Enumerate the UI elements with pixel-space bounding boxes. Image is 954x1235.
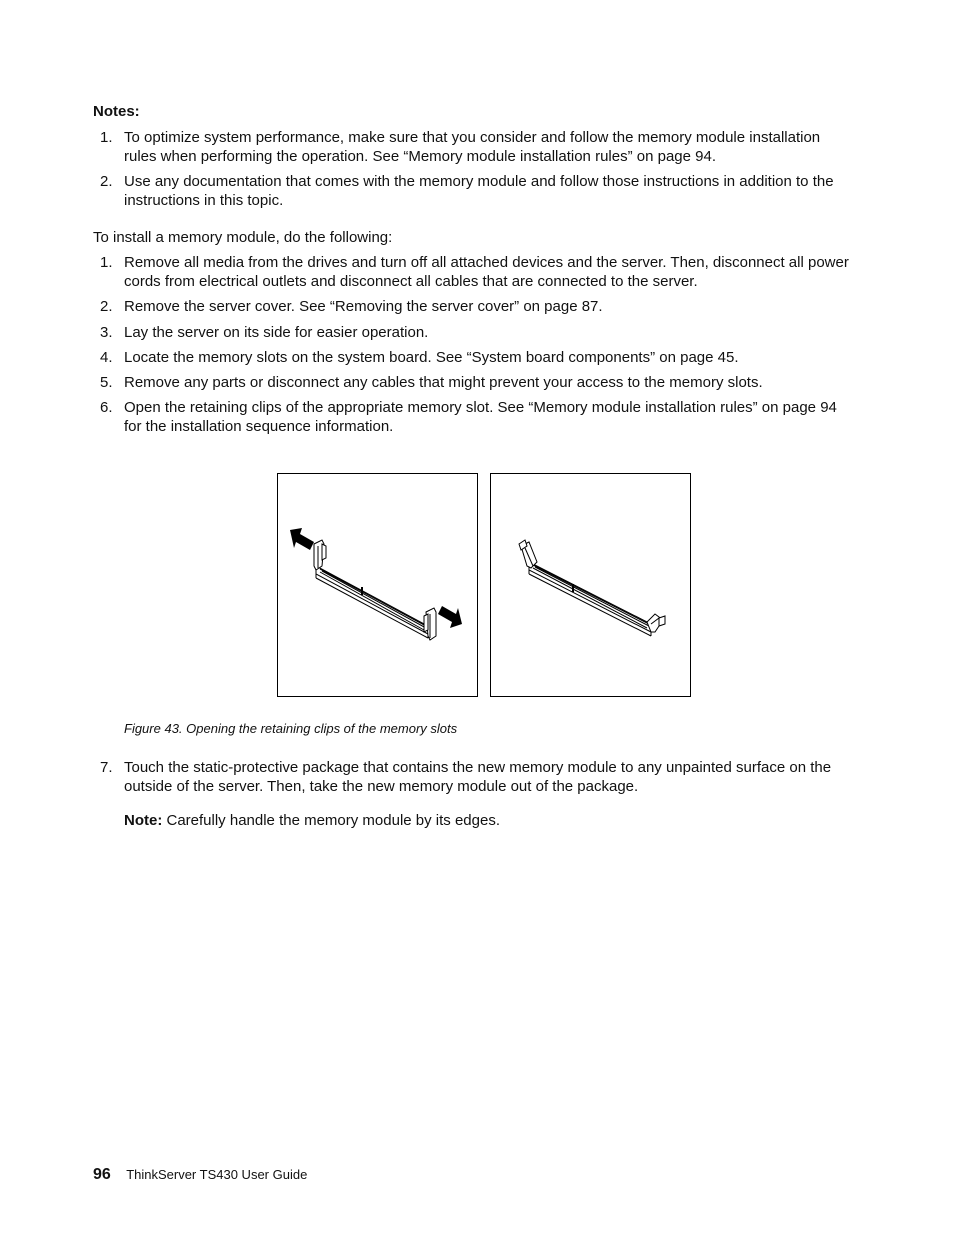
memory-slot-opened-illustration xyxy=(491,474,690,696)
step-text: Locate the memory slots on the system board. See “System board components” on page 45. xyxy=(124,349,739,366)
step-number: 7. xyxy=(100,759,113,776)
memory-slot-arrows-illustration xyxy=(278,474,477,696)
note-text: Carefully handle the memory module by its edges. xyxy=(166,812,501,829)
step-number: 6. xyxy=(100,399,113,416)
step-number: 4. xyxy=(100,349,113,366)
step-number: 3. xyxy=(100,324,113,341)
step-6 xyxy=(100,398,850,436)
document-title: ThinkServer TS430 User Guide xyxy=(126,1167,308,1182)
step-text: Remove the server cover. See “Removing the server cover” on page 87. xyxy=(124,298,603,315)
step-3 xyxy=(100,323,850,342)
note-number: 2. xyxy=(100,173,113,190)
step-text: Open the retaining clips of the appropriate memory slot. See “Memory module installation rules” on page 94 for the installation sequence information. xyxy=(124,399,837,435)
step-4 xyxy=(100,348,850,367)
step-text: Remove any parts or disconnect any cables that might prevent your access to the memory slots. xyxy=(124,374,763,391)
notes-heading: Notes: xyxy=(93,103,140,120)
figure-panel-open-clips xyxy=(277,473,478,697)
step-1 xyxy=(100,253,850,291)
page-footer xyxy=(93,1165,307,1185)
step-text: Lay the server on its side for easier operation. xyxy=(124,324,429,341)
note-item-1 xyxy=(100,128,850,166)
note-number: 1. xyxy=(100,129,113,146)
step-number: 5. xyxy=(100,374,113,391)
step-7-note xyxy=(124,811,500,830)
step-text: Remove all media from the drives and turn off all attached devices and the server. Then, disconnect all power cords from electrical outlets and disconnect all cables that are connected to the server. xyxy=(124,254,849,290)
step-5 xyxy=(100,373,850,392)
step-7 xyxy=(100,758,850,796)
step-2 xyxy=(100,297,850,316)
page-number: 96 xyxy=(93,1166,111,1183)
figure-caption: Figure 43. Opening the retaining clips of the memory slots xyxy=(124,721,458,736)
note-text: Use any documentation that comes with the memory module and follow those instructions in addition to the instructions in this topic. xyxy=(124,173,834,209)
step-text: Touch the static-protective package that contains the new memory module to any unpainted surface on the outside of the server. Then, take the new memory module out of the package. xyxy=(124,759,832,795)
note-label: Note: xyxy=(124,812,163,829)
figure-panel-clips-opened xyxy=(490,473,691,697)
note-item-2 xyxy=(100,172,850,210)
step-number: 1. xyxy=(100,254,113,271)
step-number: 2. xyxy=(100,298,113,315)
note-text: To optimize system performance, make sure that you consider and follow the memory module installation rules when performing the operation. See “Memory module installation rules” on page 94. xyxy=(124,129,821,165)
procedure-intro: To install a memory module, do the following: xyxy=(93,229,393,246)
